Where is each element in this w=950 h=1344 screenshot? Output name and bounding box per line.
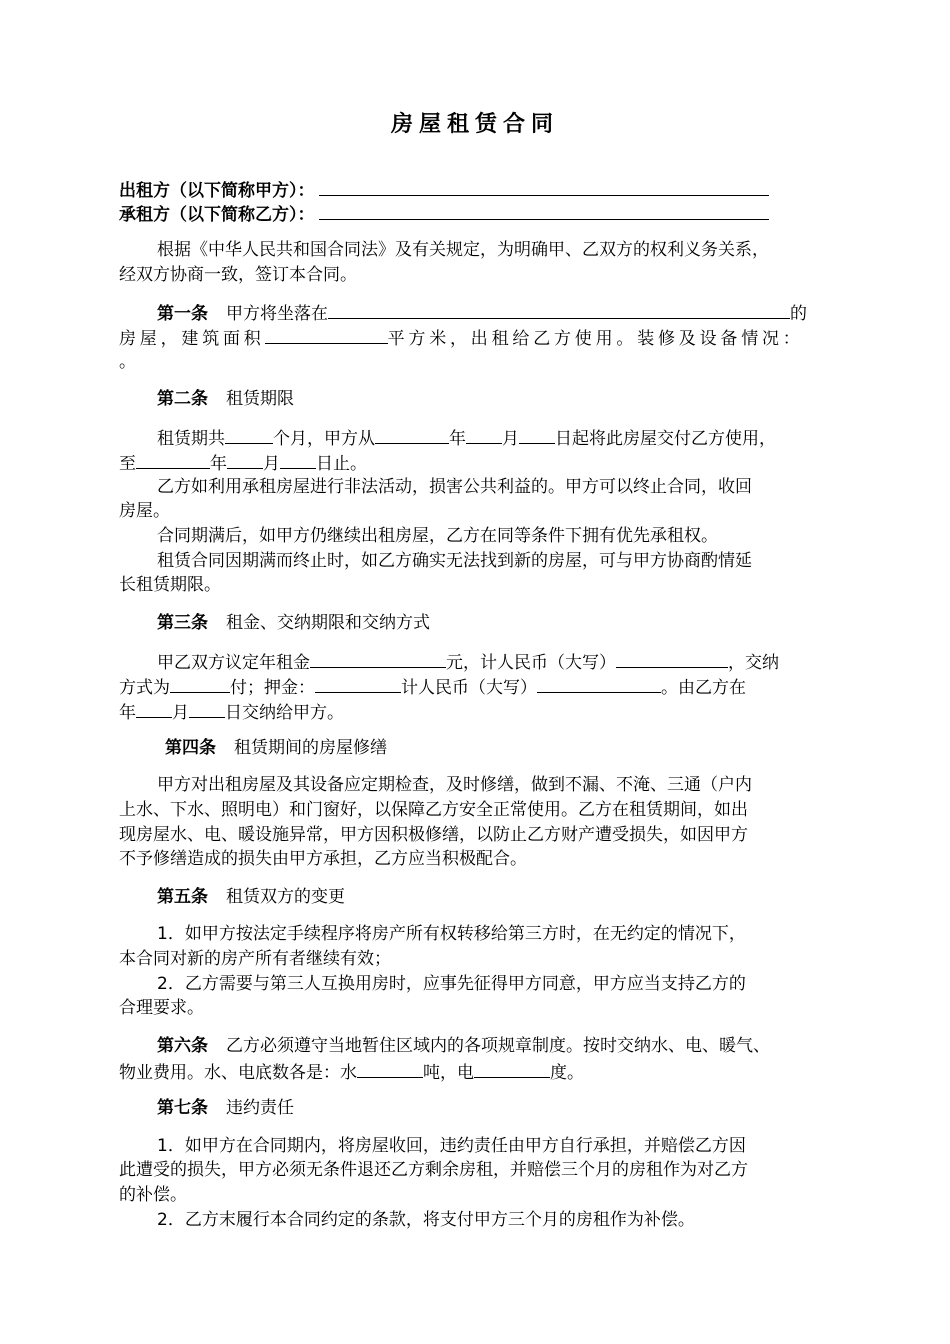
article-5-heading-line [157,886,345,908]
deposit-blank [315,675,401,693]
art3-text-3: ，交纳 [728,653,779,673]
months-blank [225,426,273,444]
lessor-name-blank [319,178,769,196]
art3-text-9: 月 [172,703,189,723]
article-3-heading: 第三条 [157,613,208,633]
article-1-line-2 [119,326,804,350]
article-6-text-4: 度。 [550,1063,584,1083]
art3-text-6: 计人民币（大写） [401,678,537,698]
article-2-line-3: 乙方如利用承租房屋进行非法活动，损害公共利益的。甲方可以终止合同，收回 [157,477,752,497]
pay-month-blank [136,700,172,718]
start-year-blank [375,426,449,444]
article-3-line-2 [119,675,746,699]
art3-text-2: 元，计人民币（大写） [446,653,616,673]
article-7-line-4: 2．乙方末履行本合同约定的条款，将支付甲方三个月的房租作为补偿。 [157,1210,695,1230]
start-month-blank [466,426,502,444]
article-2-line-1 [157,426,776,450]
article-4-line-4: 不予修缮造成的损失由甲方承担，乙方应当积极配合。 [119,849,527,869]
lessor-line [119,178,769,202]
article-2-heading: 第二条 [157,389,208,409]
water-reading-blank [357,1060,423,1078]
article-4-title: 租赁期间的房屋修缮 [234,738,387,758]
article-7-line-1: 1．如甲方在合同期内，将房屋收回，违约责任由甲方自行承担，并赔偿乙方因 [157,1136,746,1156]
article-3-heading-line [157,612,430,634]
area-blank [265,326,388,344]
end-year-blank [136,451,210,469]
article-7-line-2: 此遭受的损失，甲方必须无条件退还乙方剩余房租，并赔偿三个月的房租作为对乙方 [119,1160,748,1180]
article-2-line-5: 合同期满后，如甲方仍继续出租房屋，乙方在同等条件下拥有优先承租权。 [157,526,718,546]
article-7-line-3: 的补偿。 [119,1185,187,1205]
art3-text-7: 。由乙方在 [661,678,746,698]
article-2-line-7: 长租赁期限。 [119,575,221,595]
lessee-label: 承租方（以下简称乙方）： [119,205,315,225]
electricity-reading-blank [474,1060,550,1078]
article-6-heading: 第六条 [157,1036,208,1056]
art3-text-8: 年 [119,703,136,723]
article-5-line-1: 1．如甲方按法定手续程序将房产所有权转移给第三方时，在无约定的情况下， [157,924,746,944]
art2-text-9: 日止。 [316,454,367,474]
lessee-name-blank [319,202,769,220]
art2-text-7: 年 [210,454,227,474]
article-2-line-2 [119,451,367,475]
article-2-title: 租赁期限 [226,389,294,409]
art2-text-3: 年 [449,429,466,449]
article-1-heading: 第一条 [157,304,208,324]
article-3-line-1 [157,650,779,674]
art3-text-4: 方式为 [119,678,170,698]
article-3-line-3 [119,700,344,724]
intro-line-1: 根据《中华人民共和国合同法》及有关规定，为明确甲、乙双方的权利义务关系， [157,240,769,260]
art3-text-1: 甲乙双方议定年租金 [157,653,310,673]
start-day-blank [519,426,555,444]
end-month-blank [227,451,263,469]
article-4-line-2: 上水、下水、照明电）和门窗好，以保障乙方安全正常使用。乙方在租赁期间，如出 [119,800,748,820]
article-1-line-1 [157,301,807,325]
article-1-text-a: 甲方将坐落在 [226,304,328,324]
article-4-heading-line [165,737,387,759]
art2-text-1: 租赁期共 [157,429,225,449]
art2-text-6: 至 [119,454,136,474]
article-5-title: 租赁双方的变更 [226,887,345,907]
end-day-blank [280,451,316,469]
article-5-heading: 第五条 [157,887,208,907]
article-1-text-b: 的 [790,304,807,324]
art2-text-2: 个月，甲方从 [273,429,375,449]
article-2-heading-line [157,388,294,410]
article-4-line-1: 甲方对出租房屋及其设备应定期检查，及时修缮，做到不漏、不淹、三通（户内 [157,775,752,795]
article-6-text-3: 吨，电 [423,1063,474,1083]
article-6-text-2: 物业费用。水、电底数各是：水 [119,1063,357,1083]
article-1-text-d: 平方米，出租给乙方使用。装修及设备情况： [387,329,804,349]
art3-text-5: 付；押金： [230,678,315,698]
article-6-line-1 [157,1035,770,1057]
article-1-line-3: 。 [119,352,136,372]
article-6-line-2 [119,1060,584,1084]
article-6-text-1: 乙方必须遵守当地暂住区域内的各项规章制度。按时交纳水、电、暖气、 [226,1036,770,1056]
pay-day-blank [189,700,225,718]
deposit-uppercase-blank [537,675,661,693]
rent-uppercase-blank [616,650,728,668]
address-blank [328,301,790,319]
article-5-line-2: 本合同对新的房产所有者继续有效； [119,949,391,969]
payment-method-blank [170,675,230,693]
art2-text-5: 日起将此房屋交付乙方使用， [555,429,776,449]
article-2-line-6: 租赁合同因期满而终止时，如乙方确实无法找到新的房屋，可与甲方协商酌情延 [157,551,752,571]
intro-line-2: 经双方协商一致，签订本合同。 [119,265,357,285]
article-3-title: 租金、交纳期限和交纳方式 [226,613,430,633]
art3-text-10: 日交纳给甲方。 [225,703,344,723]
article-5-line-4: 合理要求。 [119,998,204,1018]
article-5-line-3: 2．乙方需要与第三人互换用房时，应事先征得甲方同意，甲方应当支持乙方的 [157,974,746,994]
lessor-label: 出租方（以下简称甲方）： [119,181,315,201]
article-7-heading: 第七条 [157,1098,208,1118]
annual-rent-blank [310,650,446,668]
article-7-heading-line [157,1097,294,1119]
article-4-heading: 第四条 [165,738,216,758]
art2-text-8: 月 [263,454,280,474]
lessee-line [119,202,769,226]
document-title: 房屋租赁合同 [390,112,559,137]
article-2-line-4: 房屋。 [119,501,170,521]
art2-text-4: 月 [502,429,519,449]
article-1-text-c: 房屋，建筑面积 [119,329,265,349]
article-7-title: 违约责任 [226,1098,294,1118]
article-4-line-3: 现房屋水、电、暖设施异常，甲方因积极修缮，以防止乙方财产遭受损失，如因甲方 [119,825,748,845]
